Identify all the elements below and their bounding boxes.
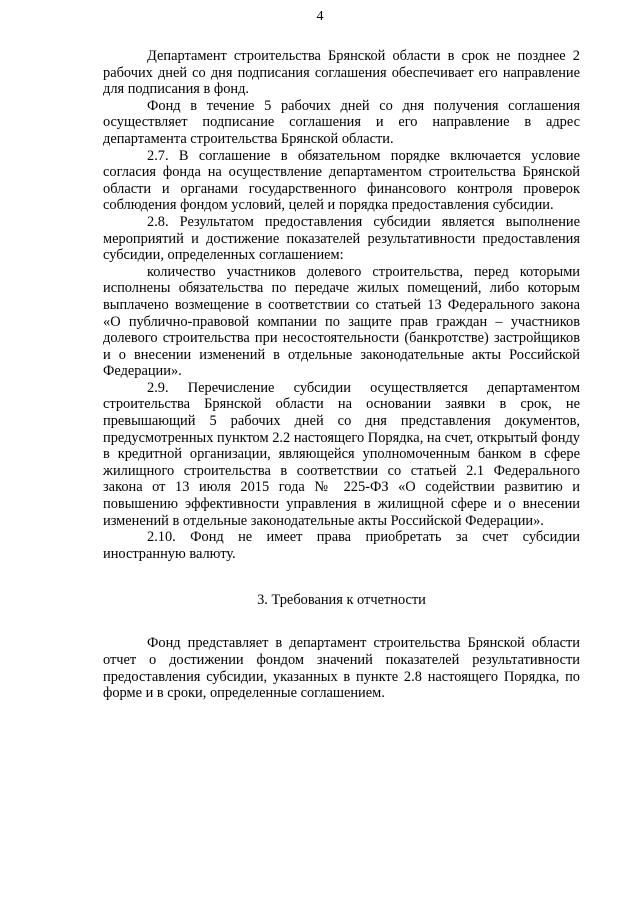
paragraph-2-10: 2.10. Фонд не имеет права приобретать за счет субсидии иностранную валюту. xyxy=(103,529,580,562)
page-number: 4 xyxy=(316,9,324,24)
paragraph-agreement-signing: Фонд в течение 5 рабочих дней со дня получения соглашения осуществляет подписание соглашения и его направление в адрес департамента строительства Брянской области. xyxy=(103,97,580,147)
paragraph-reporting: Фонд представляет в департамент строительства Брянской области отчет о достижении фондом значений показателей результативности предоставления субсидии, указанных в пункте 2.8 настоящего Порядка, по форме и в сроки, определенные соглашением. xyxy=(103,635,580,702)
document-body xyxy=(103,48,580,702)
paragraph-2-8: 2.8. Результатом предоставления субсидии является выполнение мероприятий и достижение показателей результативности предоставления субсидии, определенных соглашением: xyxy=(103,213,580,264)
section-heading-reporting: 3. Требования к отчетности xyxy=(257,592,426,609)
paragraph-2-9: 2.9. Перечисление субсидии осуществляется департаментом строительства Брянской области на основании заявки в срок, не превышающий 5 рабочих дней со дня представления документов, предусмотренных пунктом 2.2 настоящего Порядка, на счет, открытый фонду в кредитной организации, являющейся уполномоченным банком в сфере жилищного строительства в соответствии со статьей 2.1 Федерального закона от 13 июля 2015 года № 225-ФЗ «О содействии развитию и повышению эффективности управления в жилищной сфере и о внесении изменений в отдельные законодательные акты Российской Федерации». xyxy=(103,379,580,529)
paragraph-2-8-indicator: количество участников долевого строительства, перед которыми исполнены обязательства по передаче жилых помещений, либо которым выплачено возмещение в соответствии со статьей 13 Федерального закона «О публично-правовой компании по защите прав граждан – участников долевого строительства при несостоятельности (банкротстве) застройщиков и о внесении изменений в отдельные законодательные акты Российской Федерации». xyxy=(103,263,580,380)
paragraph-agreement-sending: Департамент строительства Брянской области в срок не позднее 2 рабочих дней со дня подписания соглашения обеспечивает его направление для подписания в фонд. xyxy=(103,48,580,98)
paragraph-2-7: 2.7. В соглашение в обязательном порядке включается условие согласия фонда на осуществление департаментом строительства Брянской области и органами государственного финансового контроля проверок соблюдения фондом условий, целей и порядка предоставления субсидии. xyxy=(103,147,580,214)
